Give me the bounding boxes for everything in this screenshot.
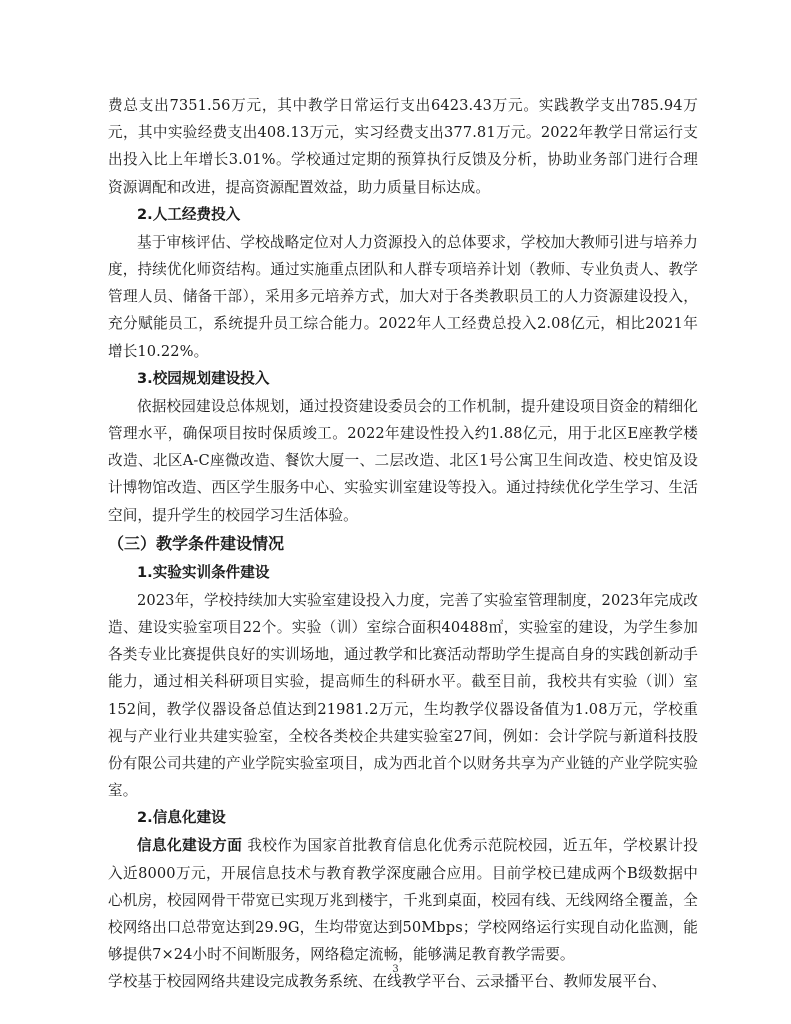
paragraph-expenditure: 费总支出7351.56万元，其中教学日常运行支出6423.43万元。实践教学支出785.94万元，其中实验经费支出408.13万元，实习经费支出377.81万元。2022年教学日常运行支出投入比上年增长3.01%。学校通过定期的预算执行反馈及分析，协助业务部门进行合理资源调配和改进，提高资源配置效益，助力质量目标达成。	[108, 97, 698, 196]
informatization-text: 我校作为国家首批教育信息化优秀示范院校园，近五年，学校累计投入近8000万元，开展信息技术与教育教学深度融合应用。目前学校已建成两个B级数据中心机房，校园网骨干带宽已实现万兆到楼宇，千兆到桌面，校园有线、无线网络全覆盖，全校网络出口总带宽达到29.9G，生均带宽达到50Mbps；学校网络运行实现自动化监测，能够提供7×24小时不间断服务，网络稳定流畅，能够满足教育教学需要。	[108, 837, 698, 964]
heading-lab-conditions: 1.实验实训条件建设	[137, 563, 270, 581]
page-number: 3	[392, 964, 399, 975]
informatization-lead: 信息化建设方面	[137, 837, 243, 855]
paragraph-lab-conditions: 2023年，学校持续加大实验室建设投入力度，完善了实验室管理制度，2023年完成改造、建设实验室项目22个。实验（训）室综合面积40488㎡，实验室的建设，为学生参加各类专业比赛提供良好的实训场地，通过教学和比赛活动帮助学生提高自身的实践创新动手能力，通过相关科研项目实验，提高师生的科研水平。截至目前，我校共有实验（训）室152间，教学仪器设备总值达到21981.2万元，生均教学仪器设备值为1.08万元，学校重视与产业行业共建实验室，全校各类校企共建实验室27间，例如：会计学院与新道科技股份有限公司共建的产业学院实验室项目，成为西北首个以财务共享为产业链的产业学院实验室。	[108, 591, 698, 800]
document-body	[108, 92, 698, 996]
heading-informatization: 2.信息化建设	[137, 809, 226, 827]
paragraph-campus-planning: 依据校园建设总体规划，通过投资建设委员会的工作机制，提升建设项目资金的精细化管理水平，确保项目按时保质竣工。2022年建设性投入约1.88亿元，用于北区E座教学楼改造、北区A-C座微改造、餐饮大厦一、二层改造、北区1号公寓卫生间改造、校史馆及设计博物馆改造、西区学生服务中心、实验实训室建设等投入。通过持续优化学生学习、生活空间，提升学生的校园学习生活体验。	[108, 397, 698, 524]
heading-teaching-conditions: （三）教学条件建设情况	[108, 533, 285, 553]
paragraph-informatization	[108, 832, 698, 968]
heading-campus-planning: 3.校园规划建设投入	[137, 369, 270, 387]
paragraph-platforms: 学校基于校园网络共建设完成教务系统、在线教学平台、云录播平台、教师发展平台、	[108, 973, 667, 991]
paragraph-labor-cost: 基于审核评估、学校战略定位对人力资源投入的总体要求，学校加大教师引进与培养力度，持续优化师资结构。通过实施重点团队和人群专项培养计划（教师、专业负责人、教学管理人员、储备干部），采用多元培养方式，加大对于各类教职员工的人力资源建设投入，充分赋能员工，系统提升员工综合能力。2022年人工经费总投入2.08亿元，相比2021年增长10.22%。	[108, 233, 698, 360]
heading-labor-cost: 2.人工经费投入	[137, 205, 241, 223]
